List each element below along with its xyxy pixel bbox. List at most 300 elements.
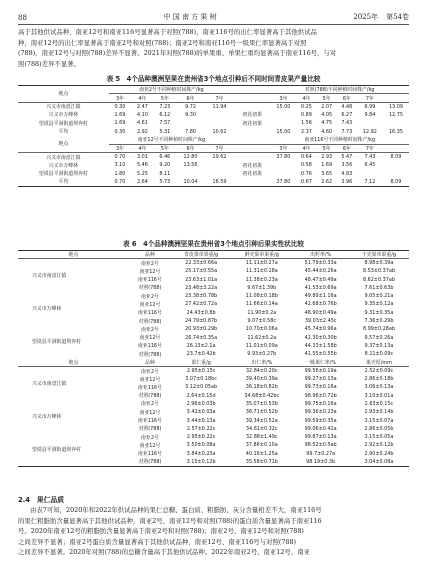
region-cell: 兴义市南盘江镇: [32, 273, 67, 280]
table-cell: 3.12±0.05ab: [185, 384, 218, 391]
year-header: 3年: [109, 94, 131, 102]
year-header: 7年: [357, 144, 383, 152]
table-cell: 2.64: [131, 178, 153, 186]
variety-cell: 南亚12号: [139, 442, 161, 449]
table-cell: [234, 102, 270, 110]
table-cell: 2.93: [321, 154, 333, 161]
column-header: 鲜壳果单果重/g: [231, 251, 292, 259]
table-cell: 0.67: [296, 178, 316, 186]
table-cell: 99.7±0.27a: [306, 450, 336, 457]
table-cell: 9.31±0.35a: [364, 309, 394, 316]
table-cell: 11.31±0.18a: [245, 268, 278, 275]
table-cell: 32.88±1.49c: [245, 434, 278, 441]
group-header: 对照(788)不同种植时间株产/kg: [270, 86, 409, 94]
table-cell: 1.69: [114, 111, 126, 118]
region-cell: 望谟县平洞街道坝奔村: [18, 433, 129, 466]
table-cell: 42.30±0.30b: [304, 334, 337, 341]
table-cell: 36.18±0.82b: [245, 384, 278, 391]
table-cell: 35.58±0.71b: [231, 458, 292, 466]
year-header: 6年: [337, 144, 357, 152]
table-cell: [383, 144, 409, 152]
table-cell: 13.56: [183, 162, 198, 169]
table-cell: 42.68±0.76b: [304, 301, 337, 308]
table-cell: [234, 94, 270, 102]
text-line: 的果仁粗脂肪含量显著高于其他供试品种，南亚2号、南亚12号和对照(788)的蛋白质含量显著高于南亚116: [18, 516, 322, 525]
table-cell: 4.83: [341, 170, 353, 177]
table-cell: 0.30: [114, 128, 126, 135]
year-header: 3年: [270, 144, 296, 152]
table-cell: 10.04: [176, 178, 205, 186]
region-cell: 兴义市南盘江镇: [46, 104, 81, 111]
table-cell: 3.84±0.23a: [186, 450, 216, 457]
table-cell: 8.99±0.28ab: [362, 326, 395, 333]
table-cell: 7.61±0.63b: [364, 284, 394, 291]
table-cell: 3.44±0.13a: [186, 417, 216, 424]
table-cell: 9.30: [185, 111, 196, 118]
table-cell: 3.10±0.01a: [364, 392, 394, 399]
table-cell: 4.61: [136, 120, 148, 127]
table-cell: 9.35±0.12a: [364, 301, 394, 308]
variety-cell: 南亚12号: [139, 301, 161, 308]
table-cell: 3.10: [114, 162, 126, 169]
table-row: [18, 161, 409, 169]
table-cell: 6.12: [159, 111, 171, 118]
table-cell: 35.07±0.53b: [245, 400, 278, 407]
table-cell: 11.08±0.18b: [245, 293, 278, 300]
year-header: 4年: [296, 94, 316, 102]
table-cell: 8.09: [383, 178, 409, 186]
table-header-row: [18, 136, 409, 144]
table-cell: 5.31: [159, 128, 171, 135]
table-cell: 3.50±0.08a: [186, 442, 216, 449]
table-cell: 初花初果: [242, 171, 263, 178]
table-cell: 2.47: [136, 103, 148, 110]
table-cell: [234, 178, 270, 186]
table-cell: 98.52±0.5ab: [304, 442, 337, 449]
table-cell: 25.17±0.55a: [185, 268, 218, 275]
table-cell: 48.90±0.49a: [304, 309, 337, 316]
table-cell: 9.67±1.39b: [247, 284, 277, 291]
table-cell: 20.93±0.29b: [185, 326, 218, 333]
table-row: [18, 102, 409, 110]
column-header: 出籽率/%: [292, 251, 349, 259]
year-header: 3年: [270, 94, 296, 102]
region-cell: 平均: [58, 129, 69, 136]
table-cell: [270, 169, 296, 177]
table-cell: [234, 127, 270, 135]
table-cell: 27.42±0.72a: [185, 301, 218, 308]
column-header: 地点: [18, 251, 129, 259]
table-row: [18, 127, 409, 135]
year-header: 6年: [337, 94, 357, 102]
column-header: 地点: [18, 86, 109, 103]
table-cell: 初花初果: [242, 112, 263, 119]
table-cell: 3.65: [321, 170, 333, 177]
table-cell: 23.7±0.42b: [186, 351, 216, 358]
column-header: 果壳厚/mm: [349, 358, 409, 366]
table-cell: 45.44±0.26a: [304, 268, 337, 275]
table-cell: [270, 161, 296, 169]
table-cell: 3.56: [341, 162, 353, 169]
table-cell: 0.76: [301, 170, 312, 177]
table-cell: 11.66±0.14a: [245, 301, 278, 308]
table6-caption: 表 6 4个品种澳洲坚果在贵州省3个地点引种后果实性状比较: [123, 240, 304, 248]
variety-cell: 南亚12号: [139, 268, 161, 275]
table-cell: 8.98±0.39a: [364, 260, 394, 267]
variety-cell: 对照(788): [138, 318, 162, 325]
variety-cell: 南亚12号: [139, 376, 161, 383]
table-cell: 99.75±0.16a: [304, 400, 337, 407]
table-cell: 7.80: [185, 128, 196, 135]
table-cell: 9.07±0.58c: [247, 318, 277, 325]
page-number: 88: [18, 14, 27, 22]
table-row: [18, 433, 409, 441]
table-cell: 37.80: [276, 154, 291, 161]
table-cell: 0.64: [301, 154, 312, 161]
year-header: 5年: [317, 144, 337, 152]
table-cell: 0.70: [109, 178, 131, 186]
table-cell: 3.15±0.12b: [171, 458, 231, 466]
table-cell: 6.27: [341, 111, 353, 118]
text-line: 照(788)差异不显著。: [18, 59, 80, 68]
region-cell: 兴义市南盘江镇: [46, 154, 81, 161]
table-cell: 37.80: [270, 178, 296, 186]
text-line: 之间差异不显著；南亚2号蛋白质含量显著高于其他供试品种，南亚12号、南亚116号与对照(788): [18, 537, 297, 546]
region-cell: 兴义市万峰林: [32, 306, 62, 313]
table-cell: 16.59: [205, 178, 234, 186]
table-cell: 45.74±0.96a: [304, 326, 337, 333]
table-cell: 99.87±0.13a: [304, 434, 337, 441]
table-cell: 36.71±0.52b: [245, 409, 278, 416]
table-cell: 44.33±1.58b: [304, 342, 337, 349]
table-cell: 49.89±1.16a: [304, 293, 337, 300]
table-cell: 3.15±0.05a: [364, 434, 394, 441]
table-row: [18, 325, 409, 333]
table-cell: 99.59±0.35a: [304, 417, 337, 424]
table-cell: [176, 169, 205, 177]
table-cell: 5.73: [154, 178, 176, 186]
region-cell: 望谟县平洞街道坝奔村: [38, 120, 88, 127]
region-cell: 平均: [18, 178, 109, 186]
table-cell: 0.70: [114, 154, 126, 161]
table-cell: 3.07±0.18bc: [185, 376, 217, 383]
text-line: 高于其他供试品种，南亚12号和南亚116号显著高于对照(788)，南亚116号的出仁率显著高于其他供试品: [18, 28, 317, 36]
region-cell: 兴义市万峰林: [48, 112, 79, 119]
text-line: 种，南亚12号的出仁率显著高于南亚2号和对照(788)；南亚2号和南亚116号一级果仁率显著高于对照: [18, 38, 307, 47]
table-cell: 2.07: [321, 103, 333, 110]
table-cell: 12.80: [183, 154, 198, 161]
table-cell: 0.58: [301, 162, 312, 169]
table-row: [18, 153, 409, 161]
table-cell: 3.06±0.13a: [364, 384, 394, 391]
table-cell: [383, 169, 409, 177]
table-cell: 51.79±0.33a: [304, 260, 337, 267]
table-cell: 7.23: [159, 103, 171, 110]
table-cell: 6.46: [159, 154, 171, 161]
year-header: 5年: [317, 94, 337, 102]
group-header: 南亚116号不同种植时间株产/kg: [270, 136, 409, 144]
table-cell: 99.27±0.13a: [304, 376, 337, 383]
table-cell: 16.35: [388, 128, 403, 135]
table-cell: 5.46: [136, 162, 148, 169]
table-cell: 8.11±0.09c: [364, 351, 394, 358]
table-cell: 2.86±0.05b: [364, 425, 394, 432]
variety-cell: 南亚2号: [141, 401, 159, 408]
table-cell: 2.57±0.22c: [186, 425, 216, 432]
table-cell: [383, 119, 409, 127]
table-cell: [357, 169, 383, 177]
variety-cell: 对照(788): [138, 351, 162, 358]
table-cell: 初花初果: [242, 120, 263, 127]
table-cell: 15.00: [276, 103, 291, 110]
table-cell: [383, 161, 409, 169]
group-header: 南亚12号不同种植时间株产/kg: [109, 136, 234, 144]
table-cell: 41.55±0.55b: [304, 351, 337, 358]
table-cell: 9.57±0.26a: [364, 334, 394, 341]
column-header: 青皮果单果重/g: [171, 251, 231, 259]
column-header: 地点: [18, 136, 109, 153]
table-cell: 1.56: [301, 120, 312, 127]
year-header: 4年: [131, 144, 153, 152]
variety-cell: 对照(788): [129, 458, 171, 466]
table-cell: 6.99: [364, 103, 376, 110]
variety-cell: 对照(788): [138, 426, 162, 433]
column-header: 果仁重/g: [171, 358, 231, 366]
table-row: [18, 169, 409, 177]
variety-cell: 南亚116号: [137, 310, 162, 317]
table-header-row: [18, 251, 409, 259]
table-cell: 1.80: [114, 170, 126, 177]
variety-cell: 对照(788): [138, 393, 162, 400]
table-cell: 99.06±0.42a: [304, 425, 337, 432]
table-cell: 23.48±3.22a: [185, 284, 218, 291]
table-cell: 7.57: [159, 120, 171, 127]
table-row: [18, 400, 409, 408]
table-cell: [270, 119, 296, 127]
variety-cell: 南亚2号: [141, 368, 159, 375]
table-cell: 26.74±0.35a: [185, 334, 218, 341]
table-cell: 41.53±0.69a: [304, 284, 337, 291]
table-cell: 8.53±0.37ab: [362, 268, 395, 275]
table-cell: 40.16±1.25a: [245, 450, 278, 457]
table-cell: 初花初果: [242, 162, 263, 169]
table-cell: 9.84: [364, 111, 376, 118]
table-cell: [270, 111, 296, 119]
text-line: 之间差异不显著。2020年对照(788)的总糖含量高于其他供试品种。2022年南亚2号、南亚12号、南亚: [18, 548, 310, 557]
table-cell: 4.10: [136, 111, 148, 118]
table-header-row: [18, 358, 409, 366]
table-cell: 1.69: [114, 120, 126, 127]
table-cell: 7.43: [341, 120, 353, 127]
text-line: (788)，南亚12号与对照(788)差异不显著。2021年对照(788)的单果重、单果仁重均显著高于南亚116号，与对: [18, 49, 337, 58]
year-header: 6年: [176, 144, 205, 152]
variety-cell: 对照(788): [138, 285, 162, 292]
table-cell: 2.63±0.15c: [364, 400, 394, 407]
section-heading: 2.4 果仁品质: [18, 496, 65, 504]
table-cell: [357, 119, 383, 127]
table-header-row: [18, 86, 409, 94]
table-cell: 19.62: [212, 154, 227, 161]
year-header: 4年: [131, 94, 153, 102]
table-cell: 10.62: [212, 128, 227, 135]
journal-year: 2025年: [353, 13, 379, 21]
table-cell: 2.62: [317, 178, 337, 186]
table-cell: 2.37: [301, 128, 312, 135]
table-row: [18, 367, 409, 375]
table-row: [18, 292, 409, 300]
table-cell: 12.75: [388, 111, 403, 118]
table-cell: 99.36±0.23a: [304, 409, 337, 416]
table-cell: 99.56±0.19a: [304, 368, 337, 375]
year-header: 7年: [205, 144, 234, 152]
table-cell: 11.94: [212, 103, 227, 110]
column-header: 地点: [18, 358, 129, 366]
year-header: 3年: [109, 144, 131, 152]
year-header: 5年: [154, 144, 176, 152]
table-cell: 3.01: [136, 154, 148, 161]
intro-paragraph: [18, 27, 409, 69]
region-cell: 兴义市南盘江镇: [32, 381, 67, 387]
variety-cell: 南亚116号: [137, 277, 162, 284]
table-cell: 23.38±0.78b: [185, 293, 218, 300]
table-cell: 2.95±0.15c: [186, 368, 216, 375]
text-line: 由表7可知，2020年和2022年供试品种的果仁总糖、蛋白质、粗脂肪、灰分含量相差不大，南亚116号: [30, 506, 322, 514]
table-cell: [234, 153, 270, 161]
column-header: 品种: [129, 358, 171, 366]
table-cell: 7.36±0.29b: [364, 318, 394, 325]
table-cell: 2.92±0.12b: [364, 442, 394, 449]
variety-cell: 南亚116号: [137, 384, 162, 391]
table-cell: 11.01±0.09a: [245, 342, 278, 349]
table-cell: 0.25: [301, 103, 312, 110]
table-cell: 39.34±0.52a: [245, 417, 278, 424]
table-cell: 2.86±0.18b: [364, 376, 394, 383]
table-cell: 8.62±0.37ab: [362, 276, 395, 283]
table-cell: 39.03±2.45c: [304, 318, 337, 325]
table-cell: 2.90±0.24b: [364, 450, 394, 457]
table-cell: 4.75: [321, 120, 333, 127]
table-cell: 15.00: [276, 128, 291, 135]
table-cell: 7.73: [341, 128, 353, 135]
table-cell: 34.68±0.42bc: [244, 392, 280, 399]
table-cell: 0.30: [114, 103, 126, 110]
variety-cell: 南亚12号: [139, 409, 161, 416]
table-cell: 13.09: [388, 103, 403, 110]
table-cell: 2.93±0.14b: [364, 409, 394, 416]
table-cell: 98.19±0.3b: [292, 458, 349, 466]
variety-cell: 南亚116号: [137, 343, 162, 350]
table-cell: 4.60: [321, 128, 333, 135]
table-cell: 4.48: [341, 103, 353, 110]
table-cell: [176, 119, 205, 127]
table-cell: 9.05±0.21a: [364, 293, 394, 300]
table-cell: 2.92: [136, 128, 148, 135]
variety-cell: 南亚12号: [139, 335, 161, 342]
table-cell: 32.84±0.20c: [245, 368, 278, 375]
column-header: 干壳果单果重/g: [349, 251, 409, 259]
group-header: 南亚2号不同种植时间株产/kg: [109, 86, 234, 94]
table5: [18, 85, 409, 187]
table-cell: 3.15±0.07a: [364, 417, 394, 424]
table-cell: 1.69: [321, 162, 333, 169]
year-header: 4年: [296, 144, 316, 152]
variety-cell: 南亚2号: [141, 293, 159, 300]
table-cell: 24.43±0.8b: [186, 309, 216, 316]
variety-cell: 南亚116号: [137, 451, 162, 458]
table-cell: [234, 136, 270, 144]
table-cell: 2.95±0.22c: [186, 434, 216, 441]
table-cell: 9.20: [159, 162, 171, 169]
table6: [18, 250, 409, 467]
table-cell: 34.61±0.32c: [245, 425, 278, 432]
table-cell: [234, 86, 270, 94]
year-header: 7年: [357, 94, 383, 102]
journal-volume: 第54卷: [386, 13, 409, 21]
table-cell: 7.12: [357, 178, 383, 186]
table-cell: [205, 111, 234, 119]
table-row: [18, 259, 409, 267]
table-cell: 4.05: [321, 111, 333, 118]
table-cell: 2.52±0.09c: [364, 368, 394, 375]
table-cell: [205, 169, 234, 177]
table-cell: 48.47±0.49a: [304, 276, 337, 283]
region-cell: 望谟县平洞街道坝奔村: [38, 171, 88, 178]
table-cell: 9.37±0.13a: [364, 342, 394, 349]
table5-caption: 表 5 4个品种澳洲坚果在贵州省3个地点引种后不同时间青皮果产量比较: [106, 75, 321, 83]
year-header: 5年: [154, 94, 176, 102]
table-cell: 12.92: [362, 128, 377, 135]
table-cell: 0.89: [301, 111, 312, 118]
table-cell: 37.86±0.10a: [245, 442, 278, 449]
table-cell: 7.43: [364, 154, 376, 161]
variety-cell: 南亚2号: [141, 260, 159, 267]
table-cell: [205, 119, 234, 127]
table-row: [18, 111, 409, 119]
table-cell: 26.13±2.1a: [186, 342, 216, 349]
column-header: 出仁率/%: [231, 358, 292, 366]
table-cell: [205, 161, 234, 169]
table-cell: 11.38±0.23a: [245, 276, 278, 283]
region-cell: 望谟县平洞街道坝奔村: [32, 339, 81, 346]
table-cell: 11.90±0.2a: [247, 309, 277, 316]
table-cell: 8.09: [390, 154, 402, 161]
table-cell: 11.11±0.27a: [245, 260, 278, 267]
table-cell: [234, 144, 270, 152]
region-cell: 兴义市万峰林: [32, 413, 62, 420]
table-cell: 2.64±0.15d: [186, 392, 216, 399]
table-cell: 3.42±0.03a: [186, 409, 216, 416]
table-cell: 98.96±0.72b: [304, 392, 337, 399]
year-header: 7年: [205, 94, 234, 102]
body-paragraph: [18, 505, 409, 558]
region-cell: 兴义市万峰林: [48, 162, 79, 169]
year-header: 6年: [176, 94, 205, 102]
text-line: 号。2020年南亚12号的粗脂肪含量显著高于南亚2号和对照(788)；南亚2号、南亚12号和对照(788): [18, 527, 304, 536]
table-cell: 3.96: [337, 178, 357, 186]
table-cell: 5.25: [136, 170, 148, 177]
table-cell: 2.96±0.03b: [186, 400, 216, 407]
table-cell: 9.93±0.27b: [247, 351, 277, 358]
column-header: 品种: [129, 251, 171, 259]
table-cell: 23.63±1.01a: [185, 276, 218, 283]
variety-cell: 南亚116号: [137, 418, 162, 425]
running-header: [18, 8, 409, 25]
table-cell: 24.79±0.87b: [185, 318, 218, 325]
table-cell: 5.47: [341, 154, 353, 161]
table-cell: 10.70±0.06a: [245, 326, 278, 333]
table-cell: 3.04±0.08a: [349, 458, 409, 466]
variety-cell: 南亚2号: [141, 326, 159, 333]
